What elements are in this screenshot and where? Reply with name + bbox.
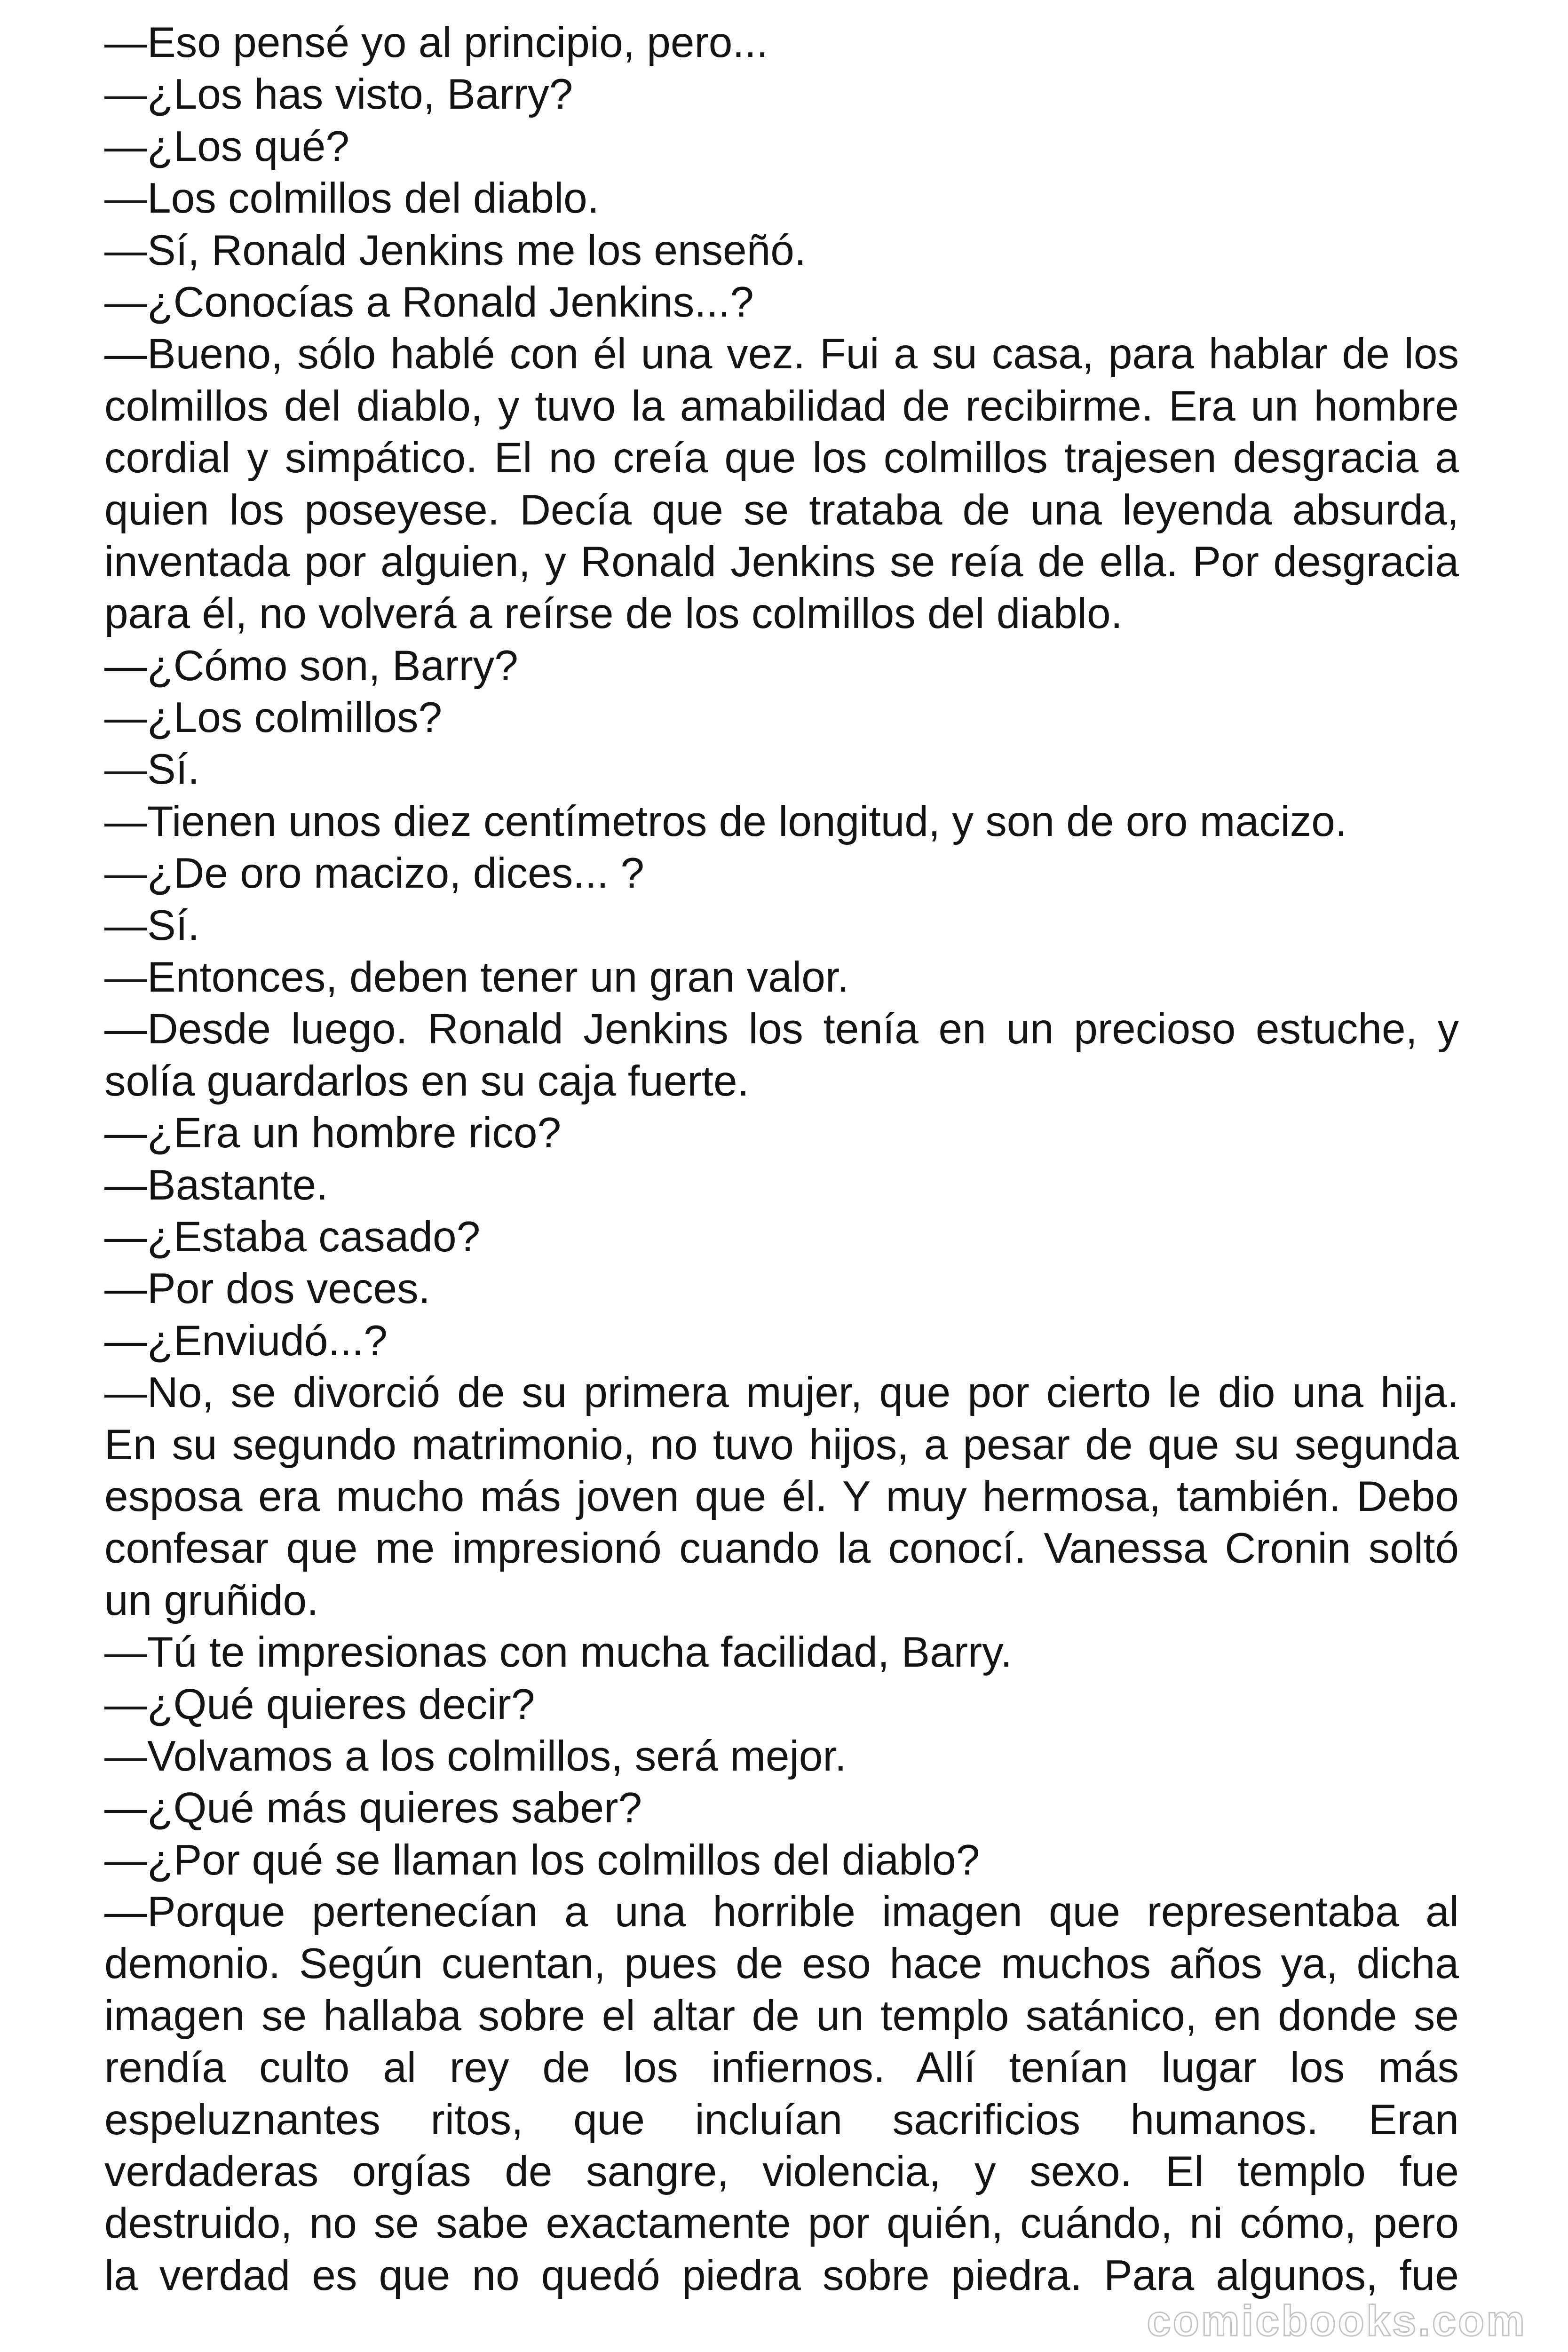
- text-line: espeluznantes ritos, que incluían sacrificios humanos. Eran: [104, 2096, 1459, 2144]
- text-line: —Tienen unos diez centímetros de longitud, y son de oro macizo.: [104, 797, 1347, 845]
- text-line: cordial y simpático. El no creía que los colmillos trajesen desgracia a: [104, 434, 1459, 482]
- text-line: destruido, no se sabe exactamente por quién, cuándo, ni cómo, pero: [104, 2200, 1459, 2248]
- text-line: inventada por alguien, y Ronald Jenkins se reía de ella. Por desgracia: [104, 538, 1459, 586]
- watermark: comicbooks.com: [1147, 2297, 1527, 2345]
- text-line: —¿Los colmillos?: [104, 694, 443, 742]
- text-line: —Los colmillos del diablo.: [104, 175, 600, 222]
- text-line: colmillos del diablo, y tuvo la amabilidad de recibirme. Era un hombre: [104, 382, 1459, 430]
- text-line: solía guardarlos en su caja fuerte.: [104, 1057, 749, 1105]
- text-line: —¿Conocías a Ronald Jenkins...?: [104, 278, 754, 326]
- text-line: —¿Era un hombre rico?: [104, 1109, 562, 1157]
- text-line: —Eso pensé yo al principio, pero...: [104, 19, 768, 66]
- text-line: —Sí.: [104, 746, 200, 794]
- text-line: —Volvamos a los colmillos, será mejor.: [104, 1732, 847, 1780]
- text-line: verdaderas orgías de sangre, violencia, y sexo. El templo fue: [104, 2148, 1459, 2196]
- text-line: —Sí.: [104, 901, 200, 949]
- text-line: —Desde luego. Ronald Jenkins los tenía en un precioso estuche, y: [104, 1005, 1459, 1053]
- text-line: —Por dos veces.: [104, 1265, 430, 1313]
- text-line: demonio. Según cuentan, pues de eso hace muchos años ya, dicha: [104, 1940, 1459, 1988]
- text-line: —¿Enviudó...?: [104, 1317, 388, 1365]
- page-text: [104, 17, 1459, 2302]
- text-line: —¿Los has visto, Barry?: [104, 71, 573, 119]
- text-line: —Tú te impresionas con mucha facilidad, Barry.: [104, 1629, 1013, 1677]
- text-line: —Entonces, deben tener un gran valor.: [104, 954, 849, 1001]
- text-line: —Bastante.: [104, 1161, 328, 1209]
- text-line: imagen se hallaba sobre el altar de un templo satánico, en donde se: [104, 1992, 1459, 2040]
- text-line: —No, se divorció de su primera mujer, que por cierto le dio una hija.: [104, 1369, 1459, 1417]
- text-line: —¿Qué más quieres saber?: [104, 1784, 642, 1832]
- text-line: la verdad es que no quedó piedra sobre piedra. Para algunos, fue: [104, 2251, 1459, 2299]
- text-line: —¿Qué quieres decir?: [104, 1680, 535, 1728]
- text-line: —¿Cómo son, Barry?: [104, 642, 518, 690]
- text-line: En su segundo matrimonio, no tuvo hijos, a pesar de que su segunda: [104, 1421, 1459, 1469]
- text-line: —¿Estaba casado?: [104, 1213, 481, 1261]
- text-line: —Porque pertenecían a una horrible imagen que representaba al: [104, 1888, 1459, 1936]
- text-line: confesar que me impresionó cuando la conocí. Vanessa Cronin soltó: [104, 1525, 1459, 1573]
- text-line: —Bueno, sólo hablé con él una vez. Fui a su casa, para hablar de los: [104, 330, 1459, 378]
- text-line: quien los poseyese. Decía que se trataba de una leyenda absurda,: [104, 486, 1459, 534]
- text-line: —¿Por qué se llaman los colmillos del diablo?: [104, 1836, 980, 1884]
- text-line: —¿De oro macizo, dices... ?: [104, 850, 644, 898]
- text-line: —Sí, Ronald Jenkins me los enseñó.: [104, 226, 807, 274]
- text-line: rendía culto al rey de los infiernos. Allí tenían lugar los más: [104, 2044, 1459, 2092]
- text-line: para él, no volverá a reírse de los colmillos del diablo.: [104, 590, 1123, 638]
- text-line: un gruñido.: [104, 1576, 319, 1624]
- text-line: —¿Los qué?: [104, 122, 350, 170]
- text-line: esposa era mucho más joven que él. Y muy hermosa, también. Debo: [104, 1472, 1459, 1520]
